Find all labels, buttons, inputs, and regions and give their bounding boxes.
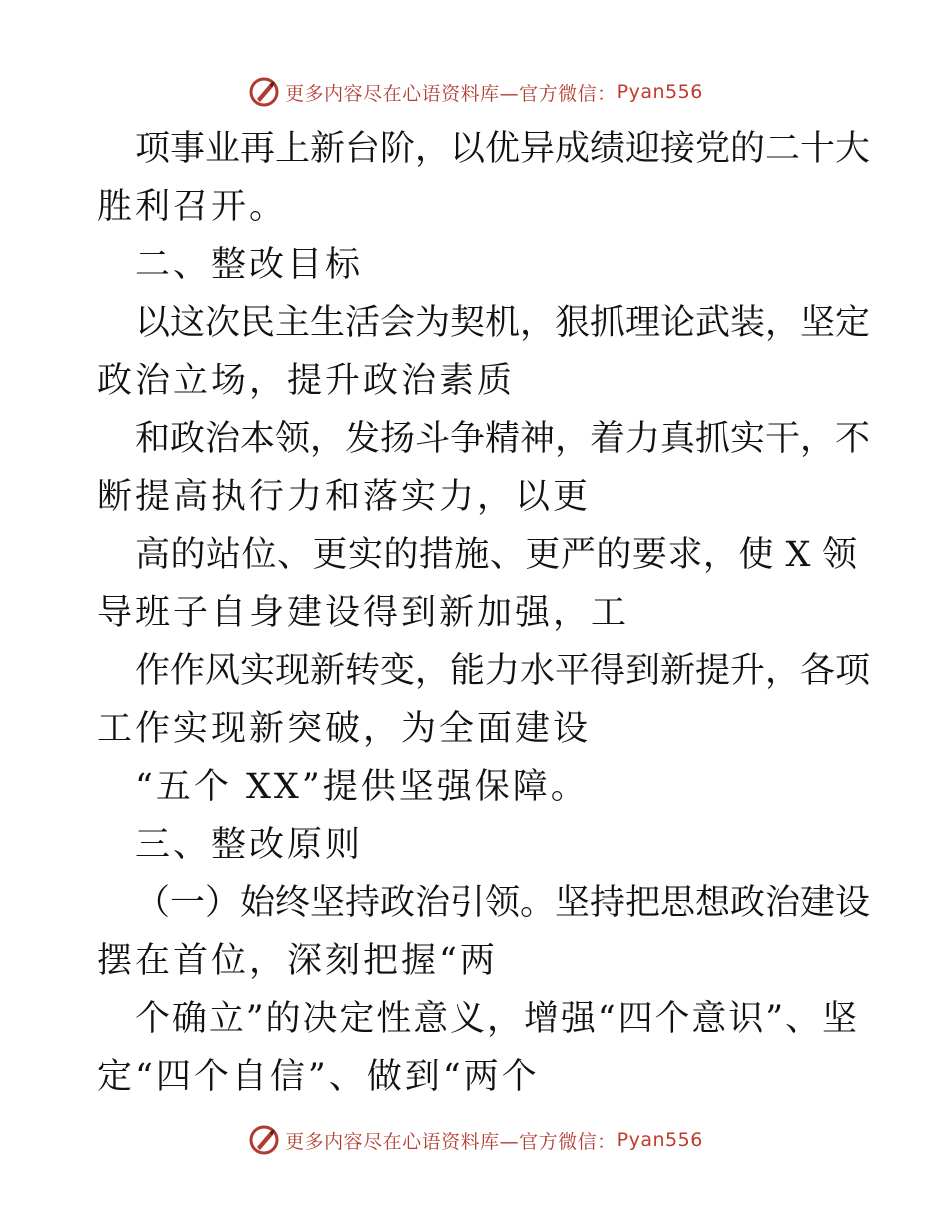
section-heading-2: 二、整改目标 xyxy=(135,245,364,285)
body-line-7: 断提高执行力和落实力，以更 xyxy=(97,477,592,517)
document-body xyxy=(97,120,871,1106)
body-line-10: 作作风实现新转变，能力水平得到新提升，各项 xyxy=(135,651,871,691)
header-watermark-banner xyxy=(0,72,950,112)
body-line-17: 定“四个自信”、做到“两个 xyxy=(97,1057,540,1097)
footer-banner-text: 更多内容尽在心语资料库—官方微信： xyxy=(285,1130,617,1153)
pen-circle-icon xyxy=(247,75,281,109)
header-banner-wechat-id: Pyan556 xyxy=(616,81,703,103)
body-line-8: 高的站位、更实的措施、更严的要求，使 X 领 xyxy=(135,535,857,575)
footer-watermark-banner xyxy=(0,1120,950,1160)
pen-circle-icon xyxy=(247,1123,281,1157)
body-line-4: 以这次民主生活会为契机，狠抓理论武装，坚定 xyxy=(135,303,871,343)
body-line-9: 导班子自身建设得到新加强，工 xyxy=(97,593,630,633)
body-line-1: 项事业再上新台阶，以优异成绩迎接党的二十大 xyxy=(135,129,871,169)
section-heading-3: 三、整改原则 xyxy=(135,825,364,865)
body-line-15: 摆在首位，深刻把握“两 xyxy=(97,941,498,981)
body-line-14: （一）始终坚持政治引领。坚持把思想政治建设 xyxy=(135,883,871,923)
body-line-16: 个确立”的决定性意义，增强“四个意识”、坚 xyxy=(135,999,857,1039)
body-line-12: “五个 XX”提供坚强保障。 xyxy=(135,767,589,807)
footer-banner-wechat-id: Pyan556 xyxy=(616,1129,703,1151)
body-line-5: 政治立场，提升政治素质 xyxy=(97,361,516,401)
body-line-2: 胜利召开。 xyxy=(97,187,288,227)
header-banner-text: 更多内容尽在心语资料库—官方微信： xyxy=(285,82,617,105)
body-line-11: 工作实现新突破，为全面建设 xyxy=(97,709,592,749)
body-line-6: 和政治本领，发扬斗争精神，着力真抓实干，不 xyxy=(135,419,871,459)
